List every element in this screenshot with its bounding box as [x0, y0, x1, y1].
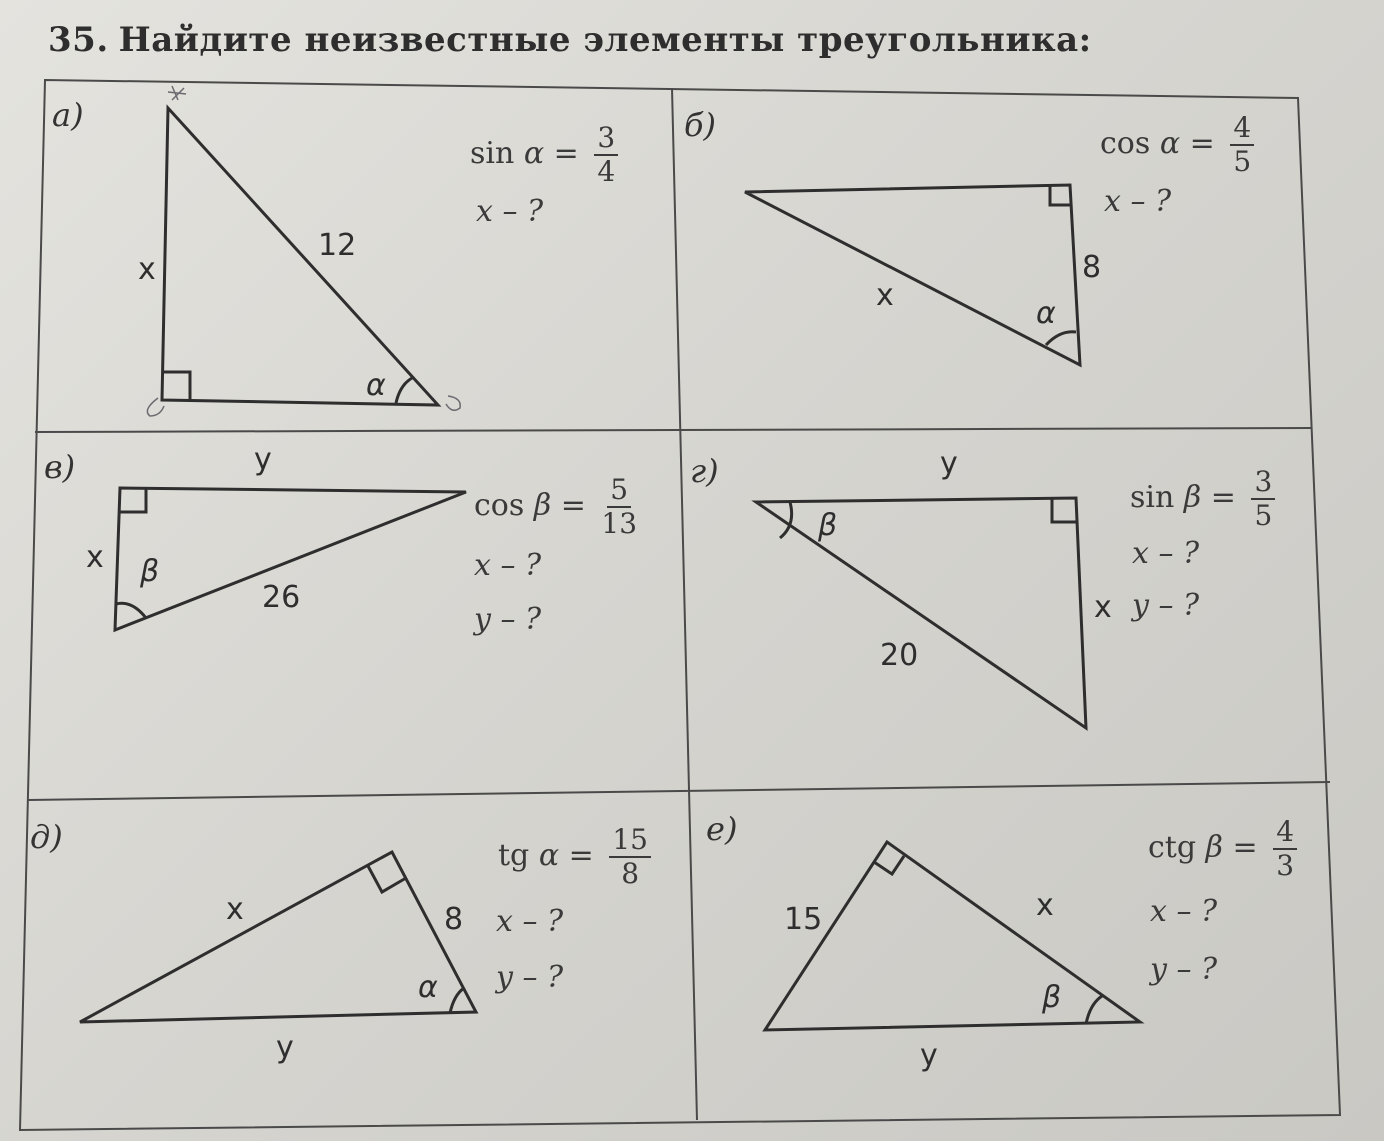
- condition-e: ctg β = $\frac{4}{3}$: [1148, 818, 1297, 880]
- label-d-leg-8: 8: [444, 902, 464, 937]
- label-a-angle: α: [366, 368, 386, 403]
- cell-label-a: а): [52, 96, 84, 134]
- label-g-hyp-20: 20: [880, 638, 919, 673]
- label-e-leg-15: 15: [784, 902, 823, 937]
- condition-b: cos α = $\frac{4}{5}$: [1100, 114, 1254, 176]
- label-e-hyp-y: y: [920, 1038, 938, 1073]
- question-b-x: x – ?: [1104, 184, 1172, 219]
- fraction-b: $\frac{4}{5}$: [1230, 114, 1254, 176]
- label-b-leg-8: 8: [1082, 250, 1102, 285]
- label-b-angle: α: [1036, 296, 1056, 331]
- grid-row-divider-1: [35, 428, 1312, 432]
- question-v-x: x – ?: [474, 548, 542, 583]
- label-e-angle: β: [1042, 980, 1062, 1015]
- label-e-leg-x: x: [1036, 888, 1054, 923]
- label-v-left-x: x: [86, 540, 104, 575]
- fraction-a: $\frac{3}{4}$: [594, 124, 618, 186]
- condition-g: sin β = $\frac{3}{5}$: [1130, 468, 1275, 530]
- angle-arc-d: [450, 988, 464, 1013]
- fraction-v: $\frac{5}{13}$: [601, 473, 638, 540]
- triangle-a: [162, 108, 438, 405]
- question-e-x: x – ?: [1150, 894, 1218, 929]
- condition-d: tg α = $\frac{15}{8}$: [498, 826, 651, 888]
- question-e-y: y – ?: [1150, 952, 1218, 987]
- condition-v: cos β = $\frac{5}{13}$: [474, 473, 638, 540]
- label-v-angle: β: [140, 554, 160, 589]
- problem-title: Найдите неизвестные элементы треугольника:: [118, 20, 1092, 60]
- condition-a: sin α = $\frac{3}{4}$: [470, 124, 618, 186]
- triangle-d: [80, 852, 476, 1022]
- cell-label-d: д): [30, 818, 63, 856]
- label-a-hypotenuse: 12: [318, 228, 357, 263]
- triangle-g: [756, 498, 1086, 728]
- label-v-top-y: y: [254, 442, 272, 477]
- cell-label-e: е): [706, 810, 738, 848]
- fraction-d: $\frac{15}{8}$: [609, 826, 651, 888]
- question-d-x: x – ?: [496, 904, 564, 939]
- angle-arc-b: [1046, 332, 1076, 345]
- cell-label-g: г): [690, 452, 719, 490]
- cell-label-b: б): [684, 106, 717, 144]
- question-v-y: y – ?: [474, 602, 542, 637]
- grid-row-divider-2: [28, 782, 1330, 800]
- label-d-leg-x: x: [226, 892, 244, 927]
- problem-number: 35.: [48, 20, 109, 60]
- right-angle-mark-e: [874, 856, 904, 874]
- label-g-angle: β: [818, 508, 838, 543]
- grid-vertical-divider: [672, 88, 697, 1120]
- angle-arc-v: [116, 603, 146, 618]
- angle-arc-a: [396, 378, 412, 403]
- fraction-g: $\frac{3}{5}$: [1251, 468, 1275, 530]
- question-d-y: y – ?: [496, 960, 564, 995]
- right-angle-mark-a: [162, 372, 190, 400]
- label-g-top-y: y: [940, 446, 958, 481]
- label-b-hyp-x: x: [876, 278, 894, 313]
- label-v-hyp-26: 26: [262, 580, 301, 615]
- question-g-x: x – ?: [1132, 536, 1200, 571]
- label-d-hyp-y: y: [276, 1030, 294, 1065]
- right-angle-mark-v: [120, 488, 146, 512]
- label-g-right-x: x: [1094, 590, 1112, 625]
- question-a-x: x – ?: [476, 194, 544, 229]
- right-angle-mark-g: [1052, 498, 1076, 522]
- pencil-mark-a-top: [168, 86, 186, 100]
- label-d-angle: α: [418, 970, 438, 1005]
- label-a-leg-x: x: [138, 252, 156, 287]
- fraction-e: $\frac{4}{3}$: [1273, 818, 1297, 880]
- cell-label-v: в): [44, 448, 76, 486]
- angle-arc-e: [1086, 996, 1102, 1024]
- triangle-b: [745, 185, 1080, 365]
- pencil-mark-a-b: [446, 396, 460, 410]
- right-angle-mark-b: [1050, 186, 1071, 205]
- question-g-y: y – ?: [1132, 588, 1200, 623]
